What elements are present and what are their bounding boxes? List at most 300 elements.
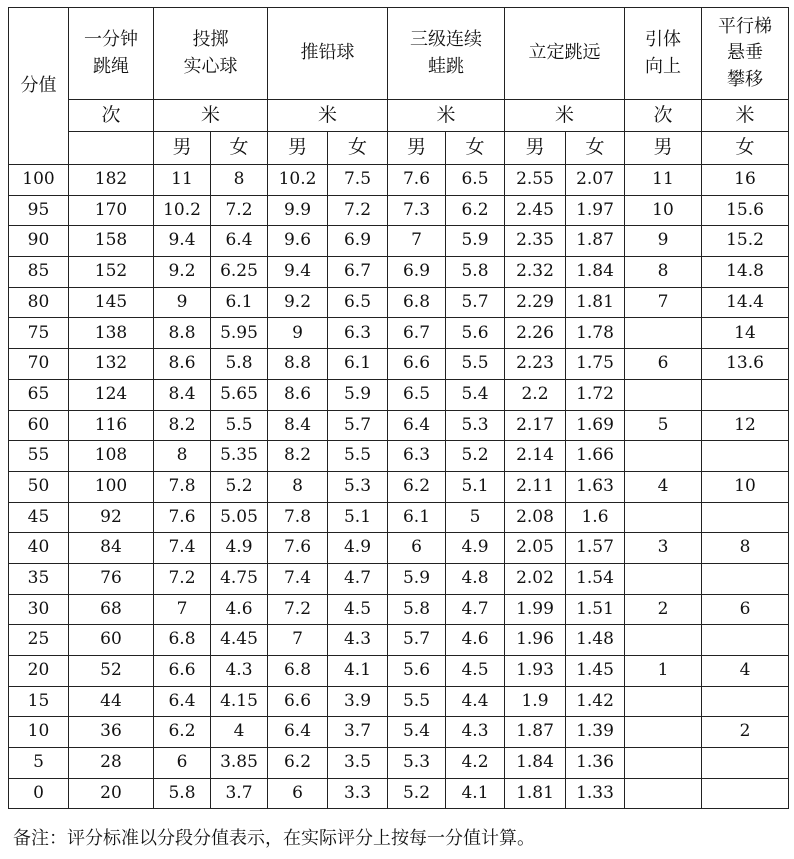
value-cell: 6.4 (154, 686, 211, 717)
value-cell: 5.2 (446, 441, 505, 472)
value-cell: 2 (702, 717, 789, 748)
value-cell (625, 748, 702, 779)
value-cell: 2.23 (505, 349, 566, 380)
value-cell: 6.3 (388, 441, 446, 472)
score-cell: 45 (9, 502, 69, 533)
value-cell: 14.8 (702, 257, 789, 288)
value-cell: 2.02 (505, 563, 566, 594)
score-cell: 100 (9, 165, 69, 196)
value-cell: 1.66 (566, 441, 625, 472)
value-cell (625, 778, 702, 809)
sex-rope-empty (69, 132, 154, 165)
sex-shot-female: 女 (328, 132, 388, 165)
value-cell (702, 686, 789, 717)
value-cell: 5.5 (446, 349, 505, 380)
value-cell: 13.6 (702, 349, 789, 380)
value-cell: 1.87 (566, 226, 625, 257)
value-cell: 2.29 (505, 287, 566, 318)
value-cell: 92 (69, 502, 154, 533)
value-cell (702, 441, 789, 472)
sex-shot-male: 男 (268, 132, 328, 165)
value-cell: 9.2 (154, 257, 211, 288)
value-cell: 14.4 (702, 287, 789, 318)
value-cell: 8 (211, 165, 268, 196)
value-cell: 7.5 (328, 165, 388, 196)
value-cell: 1.33 (566, 778, 625, 809)
value-cell: 6 (702, 594, 789, 625)
value-cell: 2.45 (505, 195, 566, 226)
value-cell: 1.6 (566, 502, 625, 533)
value-cell: 5.65 (211, 379, 268, 410)
value-cell: 1.45 (566, 656, 625, 687)
value-cell: 6 (625, 349, 702, 380)
value-cell: 5.7 (388, 625, 446, 656)
table-row (9, 748, 789, 779)
value-cell: 4 (702, 656, 789, 687)
value-cell: 1.48 (566, 625, 625, 656)
score-table (8, 7, 789, 809)
score-cell: 50 (9, 471, 69, 502)
header-medicine-ball: 投掷 实心球 (154, 8, 268, 100)
value-cell: 3.9 (328, 686, 388, 717)
value-cell: 4.9 (211, 533, 268, 564)
value-cell: 1.97 (566, 195, 625, 226)
unit-shot: 米 (268, 100, 388, 132)
value-cell: 60 (69, 625, 154, 656)
value-cell: 5.5 (328, 441, 388, 472)
value-cell (625, 717, 702, 748)
value-cell: 1.63 (566, 471, 625, 502)
value-cell: 4 (211, 717, 268, 748)
value-cell: 5.35 (211, 441, 268, 472)
value-cell: 2.11 (505, 471, 566, 502)
value-cell: 4.1 (446, 778, 505, 809)
header-standing-long-jump: 立定跳远 (505, 8, 625, 100)
value-cell: 7.8 (154, 471, 211, 502)
table-row (9, 195, 789, 226)
value-cell: 5.1 (328, 502, 388, 533)
value-cell: 4.3 (211, 656, 268, 687)
sex-frog-male: 男 (388, 132, 446, 165)
score-cell: 80 (9, 287, 69, 318)
value-cell: 6.2 (268, 748, 328, 779)
value-cell: 182 (69, 165, 154, 196)
value-cell: 5.8 (154, 778, 211, 809)
value-cell: 2.05 (505, 533, 566, 564)
score-cell: 70 (9, 349, 69, 380)
value-cell: 8.6 (154, 349, 211, 380)
value-cell (625, 379, 702, 410)
value-cell: 6.4 (211, 226, 268, 257)
value-cell (702, 778, 789, 809)
value-cell: 4.5 (446, 656, 505, 687)
value-cell: 7.2 (328, 195, 388, 226)
table-row (9, 226, 789, 257)
table-row (9, 625, 789, 656)
value-cell: 7.2 (211, 195, 268, 226)
unit-rope: 次 (69, 100, 154, 132)
value-cell: 1.75 (566, 349, 625, 380)
value-cell: 7.6 (154, 502, 211, 533)
header-triple-frog-jump: 三级连续 蛙跳 (388, 8, 505, 100)
value-cell: 68 (69, 594, 154, 625)
sex-jump-female: 女 (566, 132, 625, 165)
value-cell: 8.8 (268, 349, 328, 380)
value-cell: 11 (625, 165, 702, 196)
value-cell: 6.2 (154, 717, 211, 748)
header-row-sex (9, 132, 789, 165)
value-cell: 1.42 (566, 686, 625, 717)
score-cell: 95 (9, 195, 69, 226)
value-cell: 52 (69, 656, 154, 687)
table-row (9, 318, 789, 349)
value-cell: 9 (268, 318, 328, 349)
value-cell: 7.2 (268, 594, 328, 625)
value-cell (625, 441, 702, 472)
value-cell: 6.7 (328, 257, 388, 288)
value-cell: 6.8 (268, 656, 328, 687)
value-cell: 8 (154, 441, 211, 472)
value-cell: 7.4 (268, 563, 328, 594)
value-cell: 6.2 (388, 471, 446, 502)
value-cell: 6.6 (388, 349, 446, 380)
value-cell: 10 (625, 195, 702, 226)
value-cell: 5.4 (388, 717, 446, 748)
value-cell: 84 (69, 533, 154, 564)
value-cell (702, 748, 789, 779)
value-cell (625, 625, 702, 656)
value-cell: 3.3 (328, 778, 388, 809)
value-cell: 8.6 (268, 379, 328, 410)
value-cell: 100 (69, 471, 154, 502)
score-cell: 5 (9, 748, 69, 779)
value-cell: 6.2 (446, 195, 505, 226)
value-cell: 20 (69, 778, 154, 809)
value-cell: 2.35 (505, 226, 566, 257)
value-cell: 6.1 (211, 287, 268, 318)
score-table-container (8, 7, 789, 809)
value-cell: 5.1 (446, 471, 505, 502)
value-cell: 6 (388, 533, 446, 564)
value-cell: 10 (702, 471, 789, 502)
value-cell: 6.5 (446, 165, 505, 196)
value-cell: 5.5 (211, 410, 268, 441)
value-cell: 170 (69, 195, 154, 226)
value-cell: 9 (625, 226, 702, 257)
value-cell: 7 (388, 226, 446, 257)
table-row (9, 778, 789, 809)
value-cell: 7.2 (154, 563, 211, 594)
value-cell: 5.2 (388, 778, 446, 809)
value-cell: 5.6 (446, 318, 505, 349)
value-cell: 3.85 (211, 748, 268, 779)
sex-frog-female: 女 (446, 132, 505, 165)
value-cell: 4 (625, 471, 702, 502)
value-cell: 1.57 (566, 533, 625, 564)
score-cell: 40 (9, 533, 69, 564)
value-cell: 15.6 (702, 195, 789, 226)
score-cell: 20 (9, 656, 69, 687)
value-cell (625, 502, 702, 533)
score-cell: 0 (9, 778, 69, 809)
value-cell: 2.55 (505, 165, 566, 196)
value-cell (625, 686, 702, 717)
value-cell: 6.5 (388, 379, 446, 410)
value-cell: 8.4 (268, 410, 328, 441)
value-cell: 9.4 (154, 226, 211, 257)
value-cell: 8.2 (154, 410, 211, 441)
table-row (9, 686, 789, 717)
value-cell: 3 (625, 533, 702, 564)
score-cell: 90 (9, 226, 69, 257)
value-cell: 4.1 (328, 656, 388, 687)
value-cell: 138 (69, 318, 154, 349)
value-cell: 76 (69, 563, 154, 594)
table-row (9, 656, 789, 687)
value-cell: 1.81 (505, 778, 566, 809)
unit-ladder: 米 (702, 100, 789, 132)
value-cell: 9.4 (268, 257, 328, 288)
value-cell: 6.8 (154, 625, 211, 656)
value-cell: 5.5 (388, 686, 446, 717)
value-cell: 6.4 (388, 410, 446, 441)
value-cell: 7.6 (388, 165, 446, 196)
value-cell: 5.8 (211, 349, 268, 380)
value-cell: 8.2 (268, 441, 328, 472)
value-cell: 2.26 (505, 318, 566, 349)
value-cell (625, 563, 702, 594)
value-cell: 4.15 (211, 686, 268, 717)
value-cell: 4.3 (328, 625, 388, 656)
table-row (9, 349, 789, 380)
sex-ball-female: 女 (211, 132, 268, 165)
value-cell: 5.95 (211, 318, 268, 349)
header-parallel-ladder: 平行梯 悬垂 攀移 (702, 8, 789, 100)
unit-pullup: 次 (625, 100, 702, 132)
value-cell: 1.87 (505, 717, 566, 748)
value-cell: 116 (69, 410, 154, 441)
score-cell: 75 (9, 318, 69, 349)
value-cell: 28 (69, 748, 154, 779)
table-row (9, 594, 789, 625)
value-cell: 152 (69, 257, 154, 288)
value-cell: 6.1 (328, 349, 388, 380)
value-cell: 6.9 (328, 226, 388, 257)
value-cell: 5.3 (328, 471, 388, 502)
score-cell: 30 (9, 594, 69, 625)
value-cell: 1.84 (566, 257, 625, 288)
table-row (9, 502, 789, 533)
value-cell: 8 (268, 471, 328, 502)
score-cell: 85 (9, 257, 69, 288)
value-cell: 5.05 (211, 502, 268, 533)
table-row (9, 563, 789, 594)
table-row (9, 533, 789, 564)
value-cell: 4.9 (328, 533, 388, 564)
value-cell: 5.9 (388, 563, 446, 594)
value-cell: 1.69 (566, 410, 625, 441)
value-cell: 4.3 (446, 717, 505, 748)
value-cell: 4.7 (328, 563, 388, 594)
value-cell: 4.7 (446, 594, 505, 625)
value-cell: 4.8 (446, 563, 505, 594)
value-cell (702, 625, 789, 656)
value-cell: 2.2 (505, 379, 566, 410)
score-cell: 35 (9, 563, 69, 594)
header-shot-put: 推铅球 (268, 8, 388, 100)
value-cell: 6.6 (268, 686, 328, 717)
value-cell: 1.39 (566, 717, 625, 748)
value-cell: 4.6 (211, 594, 268, 625)
value-cell: 1.96 (505, 625, 566, 656)
table-row (9, 287, 789, 318)
score-cell: 65 (9, 379, 69, 410)
value-cell (702, 563, 789, 594)
table-row (9, 717, 789, 748)
unit-frog: 米 (388, 100, 505, 132)
value-cell: 4.75 (211, 563, 268, 594)
value-cell: 7.3 (388, 195, 446, 226)
value-cell: 4.6 (446, 625, 505, 656)
value-cell: 145 (69, 287, 154, 318)
value-cell: 9.6 (268, 226, 328, 257)
value-cell: 4.45 (211, 625, 268, 656)
value-cell: 1.72 (566, 379, 625, 410)
value-cell: 7 (154, 594, 211, 625)
value-cell: 5.8 (388, 594, 446, 625)
score-cell: 10 (9, 717, 69, 748)
value-cell: 1.93 (505, 656, 566, 687)
header-rope-skipping: 一分钟 跳绳 (69, 8, 154, 100)
value-cell: 6.1 (388, 502, 446, 533)
value-cell: 7 (268, 625, 328, 656)
value-cell: 15.2 (702, 226, 789, 257)
header-score: 分值 (9, 8, 69, 165)
value-cell: 7.4 (154, 533, 211, 564)
score-cell: 55 (9, 441, 69, 472)
value-cell: 2 (625, 594, 702, 625)
header-pull-up: 引体 向上 (625, 8, 702, 100)
value-cell: 6.9 (388, 257, 446, 288)
value-cell: 2.14 (505, 441, 566, 472)
value-cell: 5.7 (328, 410, 388, 441)
value-cell: 3.7 (211, 778, 268, 809)
value-cell: 5 (446, 502, 505, 533)
value-cell: 5.2 (211, 471, 268, 502)
value-cell: 6.6 (154, 656, 211, 687)
value-cell: 6.7 (388, 318, 446, 349)
value-cell: 36 (69, 717, 154, 748)
value-cell: 9.2 (268, 287, 328, 318)
value-cell: 4.4 (446, 686, 505, 717)
value-cell: 5.3 (388, 748, 446, 779)
value-cell: 2.32 (505, 257, 566, 288)
table-row (9, 441, 789, 472)
header-row-units (9, 100, 789, 132)
value-cell: 1.51 (566, 594, 625, 625)
unit-jump: 米 (505, 100, 625, 132)
value-cell: 3.5 (328, 748, 388, 779)
value-cell: 6.25 (211, 257, 268, 288)
value-cell: 7.6 (268, 533, 328, 564)
value-cell: 8 (625, 257, 702, 288)
value-cell: 5.7 (446, 287, 505, 318)
value-cell: 5 (625, 410, 702, 441)
value-cell: 8.8 (154, 318, 211, 349)
score-table-body (9, 8, 789, 809)
value-cell: 10.2 (154, 195, 211, 226)
value-cell: 14 (702, 318, 789, 349)
value-cell: 4.5 (328, 594, 388, 625)
unit-ball: 米 (154, 100, 268, 132)
value-cell: 124 (69, 379, 154, 410)
table-row (9, 165, 789, 196)
value-cell (625, 318, 702, 349)
sex-pullup-male: 男 (625, 132, 702, 165)
value-cell: 6.3 (328, 318, 388, 349)
value-cell: 1.81 (566, 287, 625, 318)
value-cell: 1.54 (566, 563, 625, 594)
value-cell: 6.4 (268, 717, 328, 748)
value-cell: 5.6 (388, 656, 446, 687)
value-cell: 1.9 (505, 686, 566, 717)
value-cell: 1.78 (566, 318, 625, 349)
value-cell: 2.07 (566, 165, 625, 196)
value-cell: 10.2 (268, 165, 328, 196)
sex-ball-male: 男 (154, 132, 211, 165)
table-row (9, 410, 789, 441)
value-cell: 44 (69, 686, 154, 717)
value-cell: 1.36 (566, 748, 625, 779)
value-cell: 4.2 (446, 748, 505, 779)
value-cell: 6 (154, 748, 211, 779)
value-cell: 6.8 (388, 287, 446, 318)
value-cell: 12 (702, 410, 789, 441)
value-cell: 158 (69, 226, 154, 257)
value-cell: 3.7 (328, 717, 388, 748)
sex-ladder-female: 女 (702, 132, 789, 165)
value-cell: 4.9 (446, 533, 505, 564)
value-cell (702, 502, 789, 533)
value-cell: 5.9 (446, 226, 505, 257)
value-cell: 1 (625, 656, 702, 687)
value-cell: 5.4 (446, 379, 505, 410)
sex-jump-male: 男 (505, 132, 566, 165)
value-cell: 7.8 (268, 502, 328, 533)
table-row (9, 471, 789, 502)
value-cell: 6.5 (328, 287, 388, 318)
value-cell: 5.9 (328, 379, 388, 410)
value-cell: 7 (625, 287, 702, 318)
value-cell: 11 (154, 165, 211, 196)
value-cell: 1.84 (505, 748, 566, 779)
value-cell: 1.99 (505, 594, 566, 625)
value-cell: 9 (154, 287, 211, 318)
value-cell: 2.08 (505, 502, 566, 533)
value-cell (702, 379, 789, 410)
score-cell: 25 (9, 625, 69, 656)
value-cell: 5.8 (446, 257, 505, 288)
value-cell: 9.9 (268, 195, 328, 226)
footnote: 备注：评分标准以分段分值表示，在实际评分上按每一分值计算。 (13, 828, 535, 849)
table-row (9, 379, 789, 410)
value-cell: 5.3 (446, 410, 505, 441)
header-row-events (9, 8, 789, 100)
value-cell: 2.17 (505, 410, 566, 441)
table-row (9, 257, 789, 288)
score-cell: 15 (9, 686, 69, 717)
value-cell: 16 (702, 165, 789, 196)
